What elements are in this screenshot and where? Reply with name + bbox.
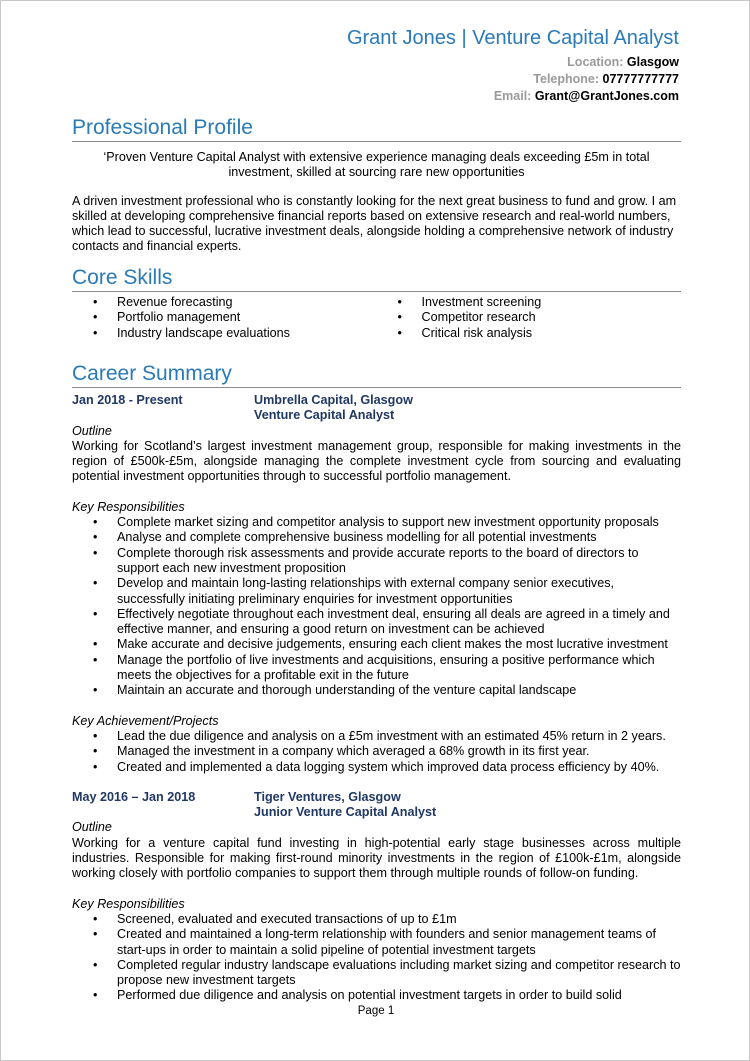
email-line	[347, 88, 679, 105]
achievements-label: Key Achievement/Projects	[72, 713, 219, 728]
achievement-item: • Lead the due diligence and analysis on a £5m investment with an estimated 45% return in 2 years.	[72, 729, 681, 744]
profile-quote: ‘Proven Venture Capital Analyst with extensive experience managing deals exceeding £5m in total investment, skilled at sourcing rare new opportunities	[103, 150, 650, 180]
outline-label: Outline	[72, 423, 112, 438]
achievements-list	[72, 729, 681, 775]
job-outline: Working for Scotland’s largest investment management group, responsible for making investments in the region of £500k-£5m, alongside managing the complete investment cycle from sourcing and evaluating potential investment opportunities through to successful portfolio management.	[72, 438, 681, 484]
responsibility-item: • Completed regular industry landscape evaluations including market sizing and competitor research to propose new investment targets	[72, 958, 681, 989]
responsibility-item: • Make accurate and decisive judgements, ensuring each client makes the most lucrative investment	[72, 637, 681, 652]
resume-header	[347, 27, 679, 105]
job-dates: May 2016 – Jan 2018	[72, 789, 196, 804]
responsibility-item: • Effectively negotiate throughout each investment deal, ensuring all deals are agreed in a timely and effective manner, and ensuring a good return on investment can be achieved	[72, 607, 681, 638]
skill-item: • Industry landscape evaluations	[72, 326, 377, 341]
responsibility-item: • Manage the portfolio of live investments and acquisitions, ensuring a positive performance which meets the objectives for a profitable exit in the future	[72, 653, 681, 684]
achievement-item: • Managed the investment in a company which averaged a 68% growth in its first year.	[72, 744, 681, 759]
email-value: Grant@GrantJones.com	[534, 89, 679, 103]
responsibility-item: • Complete market sizing and competitor analysis to support new investment opportunity proposals	[72, 515, 681, 530]
job-company-block	[254, 393, 413, 424]
job-header	[72, 393, 681, 424]
career-section	[72, 362, 681, 1004]
responsibilities-label: Key Responsibilities	[72, 499, 185, 514]
job-company: Umbrella Capital, Glasgow	[254, 393, 413, 407]
telephone-value: 07777777777	[602, 72, 679, 86]
telephone-line	[347, 71, 679, 88]
responsibilities-list	[72, 912, 681, 1004]
responsibility-item: • Maintain an accurate and thorough understanding of the venture capital landscape	[72, 683, 681, 698]
telephone-label: Telephone:	[533, 72, 600, 86]
skill-item: • Competitor research	[377, 310, 682, 325]
skill-item: • Investment screening	[377, 295, 682, 310]
job-dates: Jan 2018 - Present	[72, 393, 183, 407]
job-company: Tiger Ventures, Glasgow	[254, 789, 401, 804]
career-heading: Career Summary	[72, 362, 681, 388]
skills-left-list	[72, 295, 377, 341]
location-value: Glasgow	[626, 55, 679, 69]
location-label: Location:	[567, 55, 624, 69]
achievement-item: • Created and implemented a data logging system which improved data process efficiency by 40%.	[72, 760, 681, 775]
responsibilities-label: Key Responsibilities	[72, 896, 185, 911]
skills-right-list	[377, 295, 682, 341]
skill-item: • Portfolio management	[72, 310, 377, 325]
responsibility-item: • Analyse and complete comprehensive business modelling for all potential investments	[72, 530, 681, 545]
job-outline: Working for a venture capital fund investing in high-potential early stage businesses across multiple industries. Responsible for making first-round minority investments in the region of £100k-£1m, alongside working closely with portfolio companies to support them through multiple rounds of follow-on funding.	[72, 835, 681, 881]
responsibility-item: • Screened, evaluated and executed transactions of up to £1m	[72, 912, 681, 927]
job-title: Venture Capital Analyst	[254, 408, 395, 423]
page-number: Page 1	[357, 1005, 395, 1017]
email-label: Email:	[493, 89, 532, 103]
skills-section	[72, 266, 681, 341]
skills-heading: Core Skills	[72, 266, 681, 292]
job-company-block	[254, 790, 436, 821]
job-header	[72, 790, 681, 821]
responsibility-item: • Performed due diligence and analysis on potential investment targets in order to build solid	[72, 988, 681, 1003]
responsibility-item: • Created and maintained a long-term relationship with founders and senior management teams of start-ups in order to maintain a solid pipeline of potential investment targets	[72, 927, 681, 958]
skill-item: • Critical risk analysis	[377, 326, 682, 341]
profile-summary: A driven investment professional who is constantly looking for the next great business to fund and grow. I am skilled at developing comprehensive financial reports based on extensive research and real-world numbers, which lead to successful, lucrative investment deals, alongside holding a comprehensive network of industry contacts and financial experts.	[72, 193, 677, 254]
profile-section	[72, 116, 681, 255]
location-line	[347, 54, 679, 71]
responsibilities-list	[72, 515, 681, 699]
skills-columns	[72, 295, 681, 341]
candidate-name: Grant Jones | Venture Capital Analyst	[346, 27, 679, 49]
responsibility-item: • Develop and maintain long-lasting relationships with external company senior executives, successfully initiating preliminary enquiries for investment opportunities	[72, 576, 681, 607]
responsibility-item: • Complete thorough risk assessments and provide accurate reports to the board of directors to support each new investment proposition	[72, 546, 681, 577]
outline-label: Outline	[72, 820, 112, 835]
profile-heading: Professional Profile	[72, 116, 681, 142]
skill-item: • Revenue forecasting	[72, 295, 377, 310]
job-title: Junior Venture Capital Analyst	[254, 805, 437, 820]
